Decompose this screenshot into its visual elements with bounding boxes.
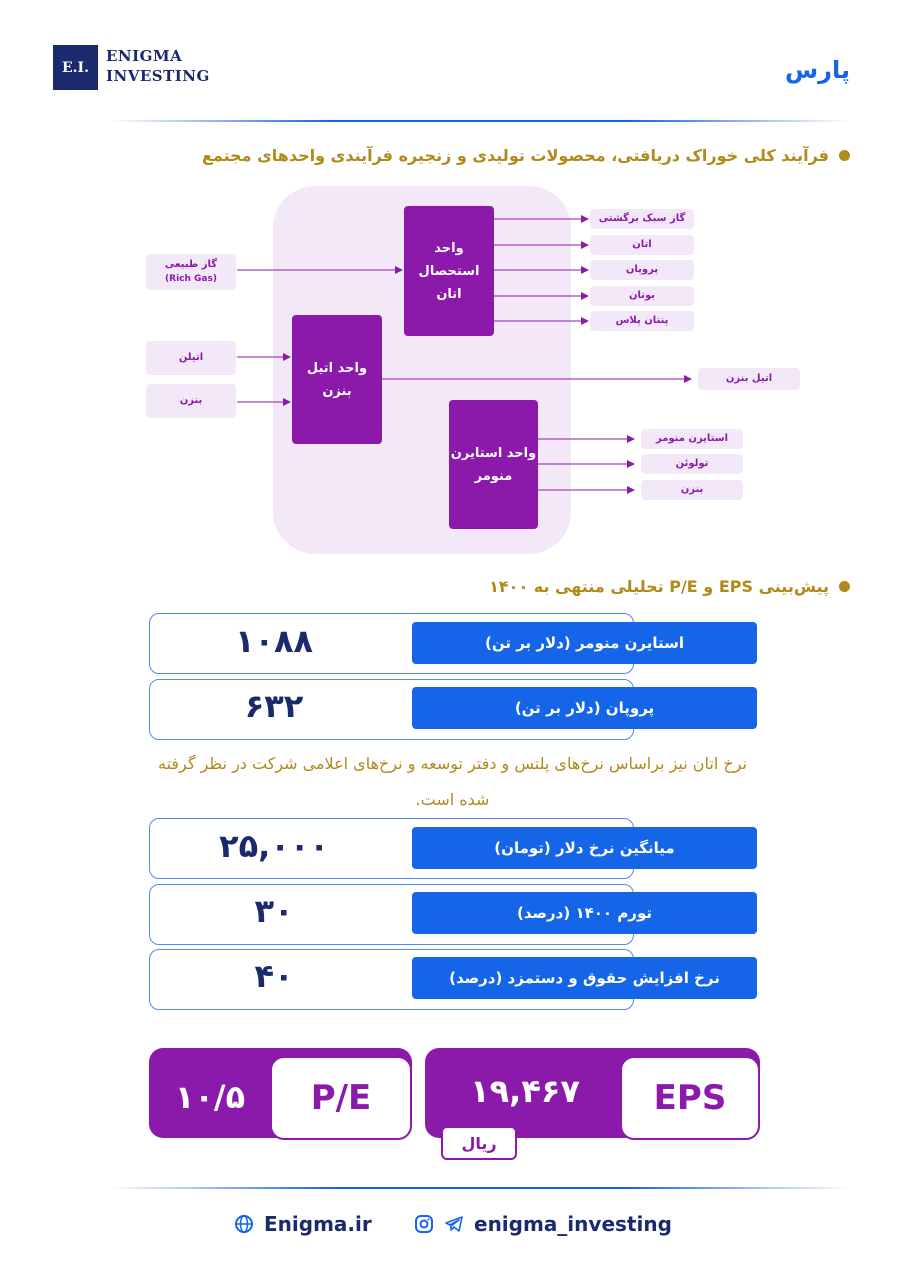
output-toluene: تولوئن (641, 454, 743, 474)
pe-value: ۱۰/۵ (174, 1078, 246, 1116)
forecast-title-text: پیش‌بینی EPS و P/E تحلیلی منتهی به ۱۴۰۰ (489, 577, 829, 596)
row-propane-value: ۶۳۲ (244, 687, 304, 725)
website-text: Enigma.ir (264, 1212, 372, 1236)
footer-divider (110, 1187, 850, 1189)
globe-icon (234, 1214, 254, 1234)
input-benzene: بنزن (146, 384, 236, 418)
output-butane: بوتان (590, 286, 694, 306)
footer-social[interactable] (414, 1212, 672, 1236)
forecast-section-title (489, 577, 850, 596)
eps-value: ۱۹,۴۶۷ (470, 1072, 580, 1110)
output-return-gas: گاز سبک برگشتی (590, 209, 694, 229)
row-dollar-value: ۲۵,۰۰۰ (219, 827, 329, 865)
output-styrene: استایرن منومر (641, 429, 743, 449)
output-benzene: بنزن (641, 480, 743, 500)
eps-label: EPS (620, 1056, 760, 1140)
output-ethylbenzene: اتیل بنزن (698, 368, 800, 390)
logo-line-1: ENIGMA (106, 47, 183, 65)
company-name: پارس (785, 56, 850, 84)
logo-line-2: INVESTING (106, 67, 210, 85)
row-inflation-label: تورم ۱۴۰۰ (درصد) (412, 892, 757, 934)
bullet-dot (839, 581, 850, 592)
output-ethane: اتان (590, 235, 694, 255)
row-wage-label: نرخ افزایش حقوق و دستمزد (درصد) (412, 957, 757, 999)
footer-website[interactable] (234, 1212, 372, 1236)
eps-unit: ریال (441, 1126, 517, 1160)
diagram-title-text: فرآیند کلی خوراک دریافتی، محصولات تولیدی و زنجیره فرآیندی واحدهای مجتمع (201, 146, 829, 165)
social-handle-text: enigma_investing (474, 1212, 672, 1236)
input-natural-gas (146, 254, 236, 290)
instagram-icon (414, 1214, 434, 1234)
output-pentane-plus: پنتان پلاس (590, 311, 694, 331)
row-dollar-label: میانگین نرخ دلار (تومان) (412, 827, 757, 869)
row-styrene-label: استایرن منومر (دلار بر تن) (412, 622, 757, 664)
row-styrene-value: ۱۰۸۸ (234, 622, 314, 660)
unit-ethylbenzene: واحد اتیل بنزن (292, 315, 382, 444)
input-gas-sublabel: (Rich Gas) (165, 274, 217, 284)
output-propane: پروپان (590, 260, 694, 280)
pe-label: P/E (270, 1056, 412, 1140)
row-inflation-value: ۳۰ (254, 892, 294, 930)
logo-mark: E.I. (53, 45, 98, 90)
telegram-icon (444, 1214, 464, 1234)
input-ethylene: اتیلن (146, 341, 236, 375)
input-gas-label: گاز طبیعی (164, 259, 218, 270)
unit-ethane-recovery: واحد استحصال اتان (404, 206, 494, 336)
row-propane-label: پروپان (دلار بر تن) (412, 687, 757, 729)
ethane-rate-note: نرخ اتان نیز براساس نرخ‌های پلتس و دفتر توسعه و نرخ‌های اعلامی شرکت در نظر گرفته شده است. (157, 754, 747, 809)
row-wage-value: ۴۰ (254, 957, 294, 995)
unit-styrene-monomer: واحد استایرن منومر (449, 400, 538, 529)
